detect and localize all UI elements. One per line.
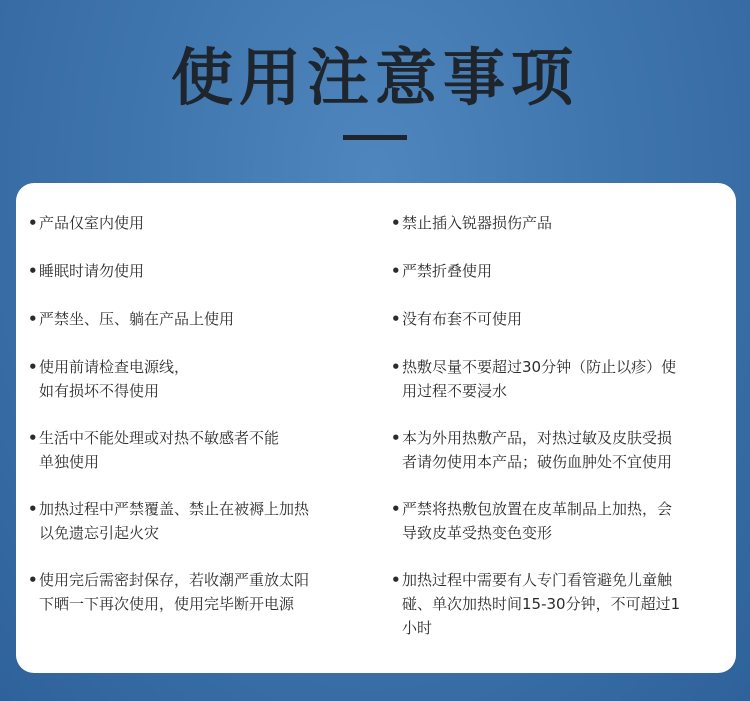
list-item-text: 睡眠时请勿使用 (39, 262, 145, 280)
list-item-text: 没有布套不可使用 (402, 310, 523, 328)
list-item (28, 426, 368, 474)
list-item-text: 严禁将热敷包放置在皮革制品上加热，会 导致皮革受热变色变形 (402, 500, 673, 542)
list-item (391, 307, 726, 331)
list-item (28, 307, 368, 331)
bullet-icon: • (391, 358, 401, 376)
list-item-text: 生活中不能处理或对热不敏感者不能 单独使用 (39, 429, 280, 471)
bullet-icon: • (28, 214, 38, 232)
list-item-text: 严禁坐、压、躺在产品上使用 (39, 310, 235, 328)
bullet-icon: • (391, 500, 401, 518)
list-item (391, 426, 726, 474)
list-item (28, 497, 368, 545)
list-item (28, 355, 368, 403)
list-item-text: 使用前请检查电源线， 如有损坏不得使用 (39, 358, 190, 400)
list-item-text: 加热过程中严禁覆盖、禁止在被褥上加热 以免遗忘引起火灾 (39, 500, 310, 542)
title-underline (343, 135, 407, 140)
list-item-text: 产品仅室内使用 (39, 214, 145, 232)
list-item (391, 497, 726, 545)
bullet-icon: • (391, 310, 401, 328)
bullet-icon: • (28, 500, 38, 518)
notice-card (16, 183, 736, 673)
list-item (28, 259, 368, 283)
list-item (28, 568, 368, 616)
bullet-icon: • (391, 214, 401, 232)
list-item (391, 211, 726, 235)
list-item-text: 禁止插入锐器损伤产品 (402, 214, 553, 232)
list-item (28, 211, 368, 235)
bullet-icon: • (391, 571, 401, 589)
list-item-text: 热敷尽量不要超过30分钟（防止以疹）使 用过程不要浸水 (402, 358, 677, 400)
bullet-icon: • (28, 571, 38, 589)
list-item-text: 严禁折叠使用 (402, 262, 493, 280)
bullet-icon: • (391, 262, 401, 280)
list-item-text: 加热过程中需要有人专门看管避免儿童触 碰、单次加热时间15-30分钟，不可超过1 小时 (402, 571, 681, 637)
list-item (391, 259, 726, 283)
bullet-icon: • (28, 262, 38, 280)
page-title: 使用注意事项 (170, 41, 579, 114)
bullet-icon: • (28, 429, 38, 447)
bullet-icon: • (391, 429, 401, 447)
list-item-text: 本为外用热敷产品，对热过敏及皮肤受损 者请勿使用本产品；破伤血肿处不宜使用 (402, 429, 673, 471)
bullet-icon: • (28, 310, 38, 328)
list-item-text: 使用完后需密封保存，若收潮严重放太阳 下晒一下再次使用，使用完毕断开电源 (39, 571, 310, 613)
list-item (391, 355, 726, 403)
list-item (391, 568, 726, 640)
bullet-icon: • (28, 358, 38, 376)
